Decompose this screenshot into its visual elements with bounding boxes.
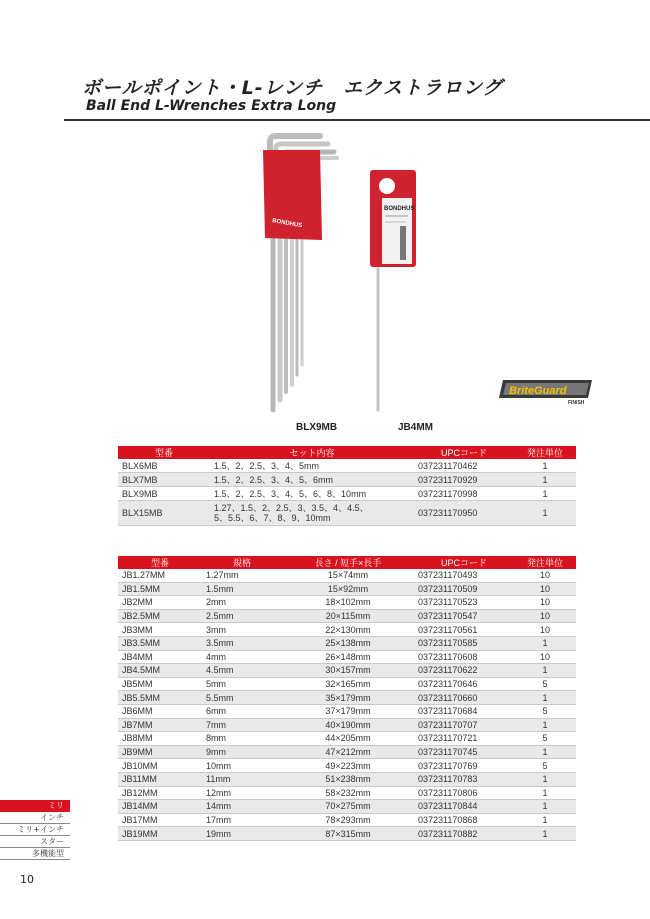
- cell-upc: 037231170684: [414, 704, 514, 718]
- cell-model: JB3.5MM: [118, 636, 202, 650]
- cell-upc: 037231170585: [414, 636, 514, 650]
- cell-size: 19mm: [202, 827, 282, 841]
- cell-unit: 1: [514, 718, 576, 732]
- cell-length: 40×190mm: [282, 718, 414, 732]
- header-unit: 発注単位: [514, 446, 576, 459]
- hang-hole: [379, 178, 395, 194]
- cell-model: JB9MM: [118, 745, 202, 759]
- cell-unit: 1: [514, 459, 576, 473]
- cell-contents-line2: 5、5.5、6、7、8、9、10mm: [214, 513, 331, 523]
- cell-unit: 5: [514, 732, 576, 746]
- table-row: [118, 827, 576, 841]
- cell-size: 14mm: [202, 800, 282, 814]
- cell-model: JB4.5MM: [118, 664, 202, 678]
- table-row: [118, 759, 576, 773]
- cell-contents: 1.5、2、2.5、3、4、5mm: [210, 459, 414, 473]
- cell-unit: 5: [514, 677, 576, 691]
- cell-upc: 037231170806: [414, 786, 514, 800]
- holder-brand-text: BONDHUS: [271, 218, 303, 230]
- cell-unit: 1: [514, 813, 576, 827]
- header-size: 規格: [202, 556, 282, 569]
- cell-upc: 037231170707: [414, 718, 514, 732]
- table-row: [118, 636, 576, 650]
- table-row: [118, 582, 576, 596]
- cell-upc: 037231170493: [414, 569, 514, 582]
- cell-length: 22×130mm: [282, 623, 414, 637]
- cell-length: 32×165mm: [282, 677, 414, 691]
- table-row: [118, 623, 576, 637]
- cell-upc: 037231170950: [414, 501, 514, 526]
- cell-size: 10mm: [202, 759, 282, 773]
- single-table-body: [118, 569, 576, 840]
- caption-blx9mb: BLX9MB: [296, 422, 338, 430]
- table-row: [118, 813, 576, 827]
- cell-model: JB10MM: [118, 759, 202, 773]
- table-row: [118, 704, 576, 718]
- cell-unit: 1: [514, 473, 576, 487]
- cell-model: BLX7MB: [118, 473, 210, 487]
- cell-model: BLX6MB: [118, 459, 210, 473]
- cell-length: 25×138mm: [282, 636, 414, 650]
- table-row: [118, 569, 576, 582]
- cell-upc: 037231170868: [414, 813, 514, 827]
- table-row: [118, 473, 576, 487]
- table-row: [118, 596, 576, 610]
- cell-length: 44×205mm: [282, 732, 414, 746]
- cell-unit: 1: [514, 745, 576, 759]
- cell-model: BLX15MB: [118, 501, 210, 526]
- header-unit: 発注単位: [514, 556, 576, 569]
- cell-unit: 1: [514, 487, 576, 501]
- cell-size: 11mm: [202, 772, 282, 786]
- cell-model: JB7MM: [118, 718, 202, 732]
- side-tab-star[interactable]: スター: [0, 836, 70, 848]
- cell-unit: 10: [514, 623, 576, 637]
- header-length: 長さ / 短手×長手: [282, 556, 414, 569]
- cell-size: 12mm: [202, 786, 282, 800]
- table-row: [118, 677, 576, 691]
- cell-length: 35×179mm: [282, 691, 414, 705]
- cell-length: 87×315mm: [282, 827, 414, 841]
- cell-unit: 1: [514, 800, 576, 814]
- page-title-en: Ball End L-Wrenches Extra Long: [86, 98, 337, 114]
- cell-unit: 1: [514, 664, 576, 678]
- cell-unit: 10: [514, 650, 576, 664]
- table-row: [118, 745, 576, 759]
- cell-unit: 1: [514, 501, 576, 526]
- cell-unit: 10: [514, 596, 576, 610]
- page-title-jp: ボールポイント・L-レンチ エクストラロング: [82, 77, 503, 99]
- table-row: [118, 664, 576, 678]
- cell-upc: 037231170998: [414, 487, 514, 501]
- cell-size: 7mm: [202, 718, 282, 732]
- cell-size: 3mm: [202, 623, 282, 637]
- cell-model: JB17MM: [118, 813, 202, 827]
- cell-length: 26×148mm: [282, 650, 414, 664]
- cell-unit: 1: [514, 786, 576, 800]
- table-row: [118, 786, 576, 800]
- cell-length: 70×275mm: [282, 800, 414, 814]
- single-table-header: [118, 556, 576, 569]
- cell-length: 51×238mm: [282, 772, 414, 786]
- header-upc: UPCコード: [414, 446, 514, 459]
- cell-model: JB19MM: [118, 827, 202, 841]
- cell-unit: 1: [514, 636, 576, 650]
- cell-size: 4.5mm: [202, 664, 282, 678]
- svg-text:BriteGuard: BriteGuard: [509, 385, 567, 397]
- set-spec-table: [118, 446, 576, 526]
- cell-model: JB5MM: [118, 677, 202, 691]
- side-tab-inch[interactable]: インチ: [0, 812, 70, 824]
- cell-model: JB1.5MM: [118, 582, 202, 596]
- cell-size: 2.5mm: [202, 609, 282, 623]
- cell-unit: 10: [514, 582, 576, 596]
- cell-upc: 037231170547: [414, 609, 514, 623]
- cell-upc: 037231170844: [414, 800, 514, 814]
- table-row: [118, 609, 576, 623]
- side-tab-multi[interactable]: 多機能型: [0, 848, 70, 860]
- cell-model: JB14MM: [118, 800, 202, 814]
- cell-size: 5mm: [202, 677, 282, 691]
- cell-contents: [210, 501, 414, 526]
- cell-size: 4mm: [202, 650, 282, 664]
- cell-model: JB6MM: [118, 704, 202, 718]
- cell-size: 6mm: [202, 704, 282, 718]
- cell-model: JB5.5MM: [118, 691, 202, 705]
- cell-model: JB4MM: [118, 650, 202, 664]
- cell-unit: 5: [514, 759, 576, 773]
- cell-length: 15×92mm: [282, 582, 414, 596]
- cell-length: 20×115mm: [282, 609, 414, 623]
- header-upc: UPCコード: [414, 556, 514, 569]
- cell-upc: 037231170561: [414, 623, 514, 637]
- cell-upc: 037231170660: [414, 691, 514, 705]
- cell-unit: 1: [514, 691, 576, 705]
- cell-size: 2mm: [202, 596, 282, 610]
- header-model: 型番: [118, 556, 202, 569]
- table-row: [118, 650, 576, 664]
- table-row: [118, 487, 576, 501]
- cell-upc: 037231170646: [414, 677, 514, 691]
- briteguard-logo: [499, 380, 592, 406]
- cell-size: 1.27mm: [202, 569, 282, 582]
- set-table-header: [118, 446, 576, 459]
- cell-length: 49×223mm: [282, 759, 414, 773]
- cell-length: 58×232mm: [282, 786, 414, 800]
- cell-upc: 037231170509: [414, 582, 514, 596]
- side-index-tabs: [0, 800, 70, 860]
- side-tab-mm[interactable]: ミリ: [0, 800, 70, 812]
- cell-length: 15×74mm: [282, 569, 414, 582]
- table-row: [118, 718, 576, 732]
- cell-upc: 037231170523: [414, 596, 514, 610]
- caption-jb4mm: JB4MM: [398, 422, 434, 430]
- cell-upc: 037231170882: [414, 827, 514, 841]
- cell-contents-line1: 1.27、1.5、2、2.5、3、3.5、4、4.5、: [214, 503, 369, 513]
- header-contents: セット内容: [210, 446, 414, 459]
- cell-size: 8mm: [202, 732, 282, 746]
- cell-unit: 10: [514, 609, 576, 623]
- cell-size: 3.5mm: [202, 636, 282, 650]
- table-row: [118, 459, 576, 473]
- cell-model: JB2.5MM: [118, 609, 202, 623]
- table-row: [118, 800, 576, 814]
- table-row: [118, 691, 576, 705]
- cell-length: 30×157mm: [282, 664, 414, 678]
- side-tab-mm-inch[interactable]: ミリ+インチ: [0, 824, 70, 836]
- cell-size: 1.5mm: [202, 582, 282, 596]
- cell-length: 78×293mm: [282, 813, 414, 827]
- table-row: [118, 501, 576, 526]
- cell-unit: 1: [514, 772, 576, 786]
- cell-model: BLX9MB: [118, 487, 210, 501]
- single-spec-table: [118, 556, 576, 841]
- cell-model: JB2MM: [118, 596, 202, 610]
- cell-upc: 037231170462: [414, 459, 514, 473]
- header-model: 型番: [118, 446, 210, 459]
- cell-upc: 037231170608: [414, 650, 514, 664]
- svg-text:FINISH: FINISH: [568, 400, 585, 406]
- cell-upc: 037231170745: [414, 745, 514, 759]
- table-row: [118, 772, 576, 786]
- cell-model: JB11MM: [118, 772, 202, 786]
- cell-contents: 1.5、2、2.5、3、4、5、6mm: [210, 473, 414, 487]
- product-illustration: [0, 0, 650, 430]
- cell-size: 9mm: [202, 745, 282, 759]
- cell-contents: 1.5、2、2.5、3、4、5、6、8、10mm: [210, 487, 414, 501]
- cell-model: JB3MM: [118, 623, 202, 637]
- cell-upc: 037231170929: [414, 473, 514, 487]
- cell-unit: 5: [514, 704, 576, 718]
- cell-upc: 037231170622: [414, 664, 514, 678]
- cell-size: 5.5mm: [202, 691, 282, 705]
- cell-upc: 037231170769: [414, 759, 514, 773]
- cell-model: JB1.27MM: [118, 569, 202, 582]
- page-number: 10: [20, 873, 34, 886]
- cell-length: 37×179mm: [282, 704, 414, 718]
- table-row: [118, 732, 576, 746]
- cell-unit: 10: [514, 569, 576, 582]
- cell-length: 18×102mm: [282, 596, 414, 610]
- cell-model: JB12MM: [118, 786, 202, 800]
- cell-unit: 1: [514, 827, 576, 841]
- cell-model: JB8MM: [118, 732, 202, 746]
- cell-size: 17mm: [202, 813, 282, 827]
- cell-length: 47×212mm: [282, 745, 414, 759]
- holder-label-brand: BONDHUS: [384, 206, 415, 212]
- cell-upc: 037231170721: [414, 732, 514, 746]
- cell-upc: 037231170783: [414, 772, 514, 786]
